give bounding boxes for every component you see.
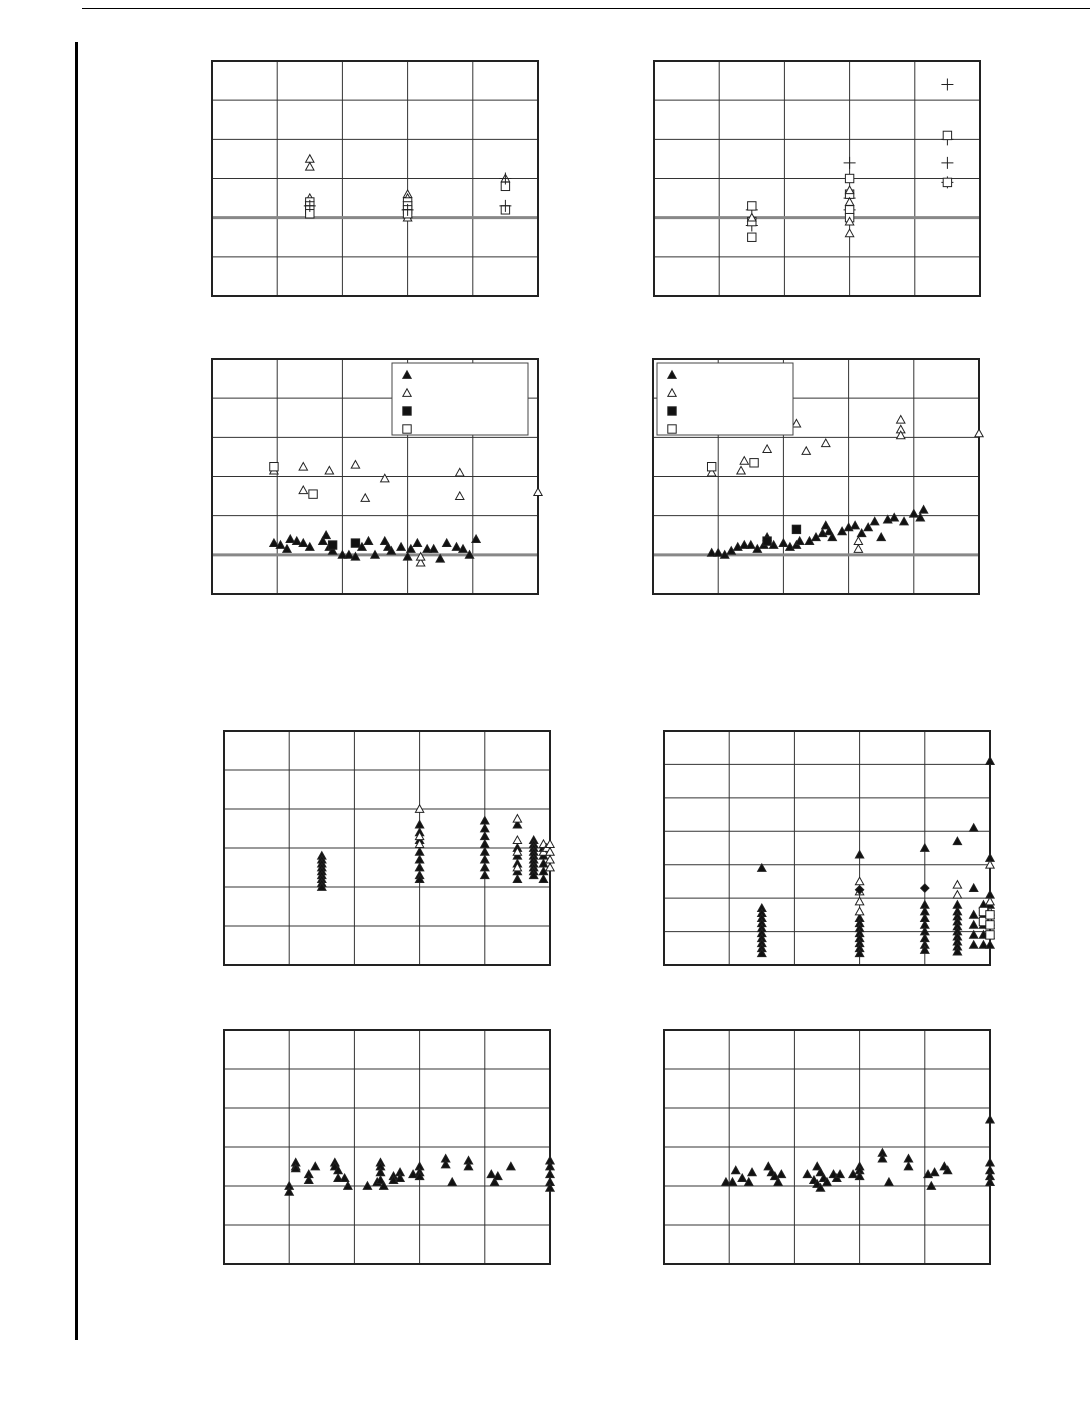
data-point: [941, 79, 953, 91]
data-point: [986, 911, 994, 919]
data-point: [748, 233, 756, 241]
data-point: [904, 1155, 912, 1163]
data-point: [306, 155, 314, 163]
data-point: [870, 517, 878, 525]
data-point: [845, 229, 853, 237]
legend-marker: [403, 407, 411, 415]
data-point: [456, 492, 464, 500]
data-point: [941, 157, 953, 169]
data-point: [351, 539, 359, 547]
chart-5: [223, 730, 551, 966]
data-point: [986, 1116, 994, 1124]
data-point: [986, 1158, 994, 1166]
data-point: [748, 202, 756, 210]
data-point: [845, 206, 853, 214]
data-point: [364, 537, 372, 545]
data-point: [975, 429, 983, 437]
data-point: [299, 463, 307, 471]
data-point: [415, 856, 423, 864]
data-point: [340, 1174, 348, 1182]
data-point: [487, 1170, 495, 1178]
data-point: [481, 871, 489, 879]
data-point: [513, 815, 521, 823]
chart-4: [652, 358, 980, 595]
data-point: [732, 1166, 740, 1174]
chart-8: [663, 1029, 991, 1265]
plot-frame: [664, 731, 990, 965]
data-point: [953, 881, 961, 889]
data-point: [351, 461, 359, 469]
data-point: [738, 1174, 746, 1182]
data-point: [748, 1168, 756, 1176]
data-point: [777, 1170, 785, 1178]
data-point: [299, 486, 307, 494]
data-point: [481, 856, 489, 864]
data-point: [822, 439, 830, 447]
data-point: [986, 757, 994, 765]
data-point: [322, 531, 330, 539]
data-point: [779, 539, 787, 547]
margin-rule: [75, 42, 78, 1340]
chart-2: [653, 60, 981, 297]
data-point: [448, 1178, 456, 1186]
data-point: [943, 178, 951, 186]
legend-box: [657, 363, 793, 435]
data-point: [286, 535, 294, 543]
data-point: [270, 463, 278, 471]
data-point: [904, 1162, 912, 1170]
data-point: [513, 836, 521, 844]
data-point: [309, 490, 317, 498]
header-rule: [82, 8, 1090, 9]
data-point: [854, 545, 862, 553]
data-point: [970, 941, 978, 949]
data-point: [845, 198, 853, 206]
data-point: [381, 474, 389, 482]
data-point: [855, 877, 863, 885]
data-point: [707, 463, 715, 471]
data-point: [910, 510, 918, 518]
data-point: [507, 1162, 515, 1170]
data-point: [885, 1178, 893, 1186]
data-point: [844, 157, 856, 169]
data-point: [740, 457, 748, 465]
data-point: [481, 832, 489, 840]
data-point: [897, 416, 905, 424]
legend-marker: [403, 425, 411, 433]
data-point: [900, 517, 908, 525]
data-point: [481, 848, 489, 856]
data-point: [452, 543, 460, 551]
data-point: [763, 537, 771, 545]
data-point: [953, 837, 961, 845]
data-point: [513, 875, 521, 883]
data-point: [415, 820, 423, 828]
legend-marker: [668, 407, 676, 415]
data-point: [792, 525, 800, 533]
data-point: [953, 891, 961, 899]
data-point: [306, 163, 314, 171]
chart-6: [663, 730, 991, 966]
data-point: [919, 506, 927, 514]
data-point: [855, 907, 863, 915]
data-point: [970, 824, 978, 832]
data-point: [845, 174, 853, 182]
chart-7: [223, 1029, 551, 1265]
data-point: [877, 533, 885, 541]
data-point: [986, 941, 994, 949]
data-point: [714, 549, 722, 557]
data-point: [413, 539, 421, 547]
data-point: [415, 848, 423, 856]
data-point: [943, 131, 951, 139]
data-point: [397, 543, 405, 551]
data-point: [986, 931, 994, 939]
data-point: [546, 1170, 554, 1178]
data-point: [361, 494, 369, 502]
data-point: [930, 1168, 938, 1176]
data-point: [415, 863, 423, 871]
data-point: [851, 521, 859, 529]
chart-3: [211, 358, 539, 595]
data-point: [986, 921, 994, 929]
data-point: [802, 447, 810, 455]
data-point: [921, 884, 929, 892]
data-point: [456, 468, 464, 476]
legend-box: [392, 363, 528, 435]
data-point: [481, 824, 489, 832]
data-point: [481, 817, 489, 825]
data-point: [429, 545, 437, 553]
data-point: [855, 850, 863, 858]
data-point: [970, 911, 978, 919]
data-point: [481, 840, 489, 848]
data-point: [970, 884, 978, 892]
data-point: [763, 445, 771, 453]
data-point: [737, 466, 745, 474]
chart-1: [211, 60, 539, 297]
data-point: [921, 844, 929, 852]
data-point: [854, 537, 862, 545]
data-point: [534, 488, 542, 496]
data-point: [750, 459, 758, 467]
legend-marker: [668, 425, 676, 433]
data-point: [311, 1162, 319, 1170]
data-point: [481, 863, 489, 871]
data-point: [539, 875, 547, 883]
data-point: [970, 921, 978, 929]
data-point: [443, 539, 451, 547]
data-point: [325, 466, 333, 474]
data-point: [747, 541, 755, 549]
data-point: [890, 513, 898, 521]
data-point: [803, 1170, 811, 1178]
data-point: [328, 541, 336, 549]
